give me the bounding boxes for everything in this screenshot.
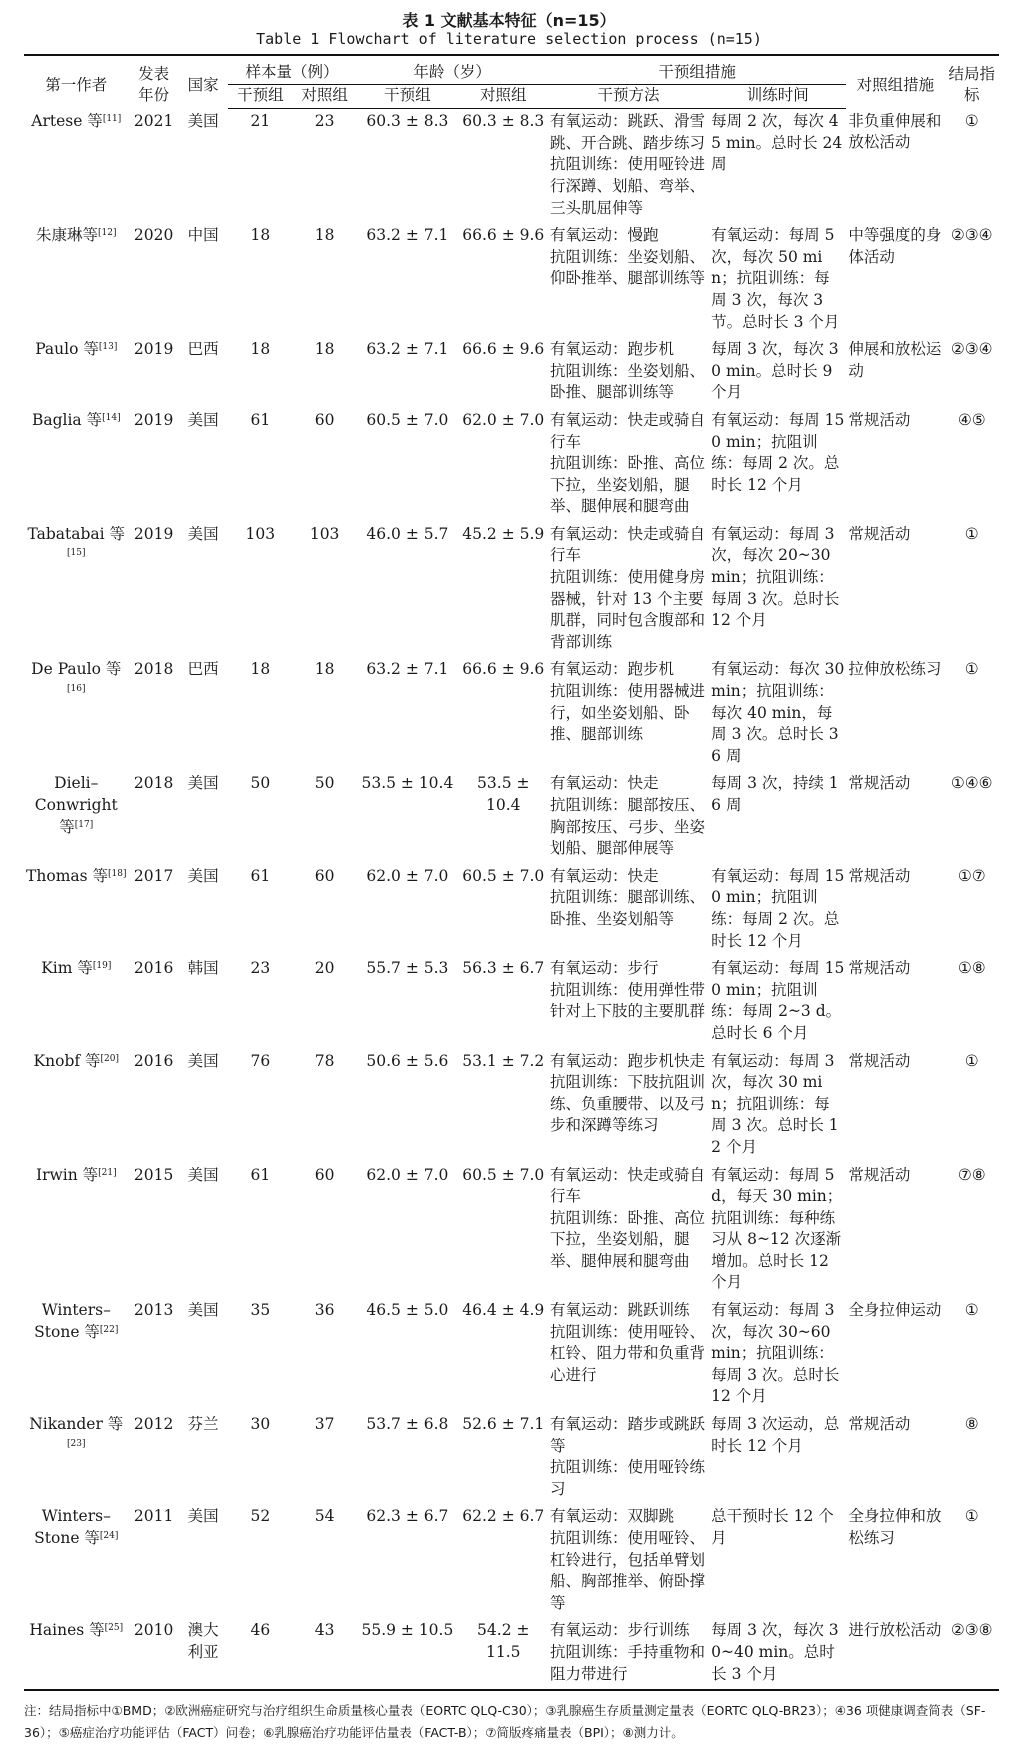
method-cell xyxy=(548,1618,709,1690)
age-int-cell: 60.5 ± 7.0 xyxy=(366,410,449,429)
author-cell xyxy=(24,1618,129,1690)
country-cell: 巴西 xyxy=(187,340,219,359)
method-line: 抗阻训练：使用弹性带针对上下肢的主要肌群 xyxy=(549,980,705,1021)
year-cell: 2017 xyxy=(133,866,174,885)
header-year: 发表年份 xyxy=(129,55,179,109)
method-line: 抗阻训练：腿部训练、卧推、坐姿划船等 xyxy=(549,888,705,928)
country-cell: 美国 xyxy=(187,774,219,793)
author-name: Winters–Stone 等 xyxy=(34,1507,111,1547)
age-ctrl-cell: 60.3 ± 8.3 xyxy=(462,112,545,131)
outcome-cell: ① xyxy=(964,1507,979,1526)
training-time-cell: 有氧运动：每周 150 min；抗阻训练：每周 2 次。总时长 12 个月 xyxy=(711,410,845,494)
author-cell xyxy=(24,864,129,956)
author-cell xyxy=(24,1163,129,1299)
outcome-cell: ②③④ xyxy=(950,226,993,245)
header-intervention: 干预组措施 xyxy=(548,55,846,84)
control-cell: 全身拉伸运动 xyxy=(848,1301,942,1320)
age-int-cell: 62.0 ± 7.0 xyxy=(366,866,449,885)
outcome-cell: ②③⑧ xyxy=(944,1618,999,1690)
method-line: 抗阻训练：卧推、高位下拉，坐姿划船，腿举、腿伸展和腿弯曲 xyxy=(549,454,705,516)
table-row xyxy=(24,1618,999,1690)
method-line: 有氧运动：快走或骑自行车 xyxy=(549,524,705,565)
method-line: 抗阻训练：腿部按压、胸部按压、弓步、坐姿划船、腿部伸展等 xyxy=(549,796,705,858)
outcome-cell: ① xyxy=(964,111,979,130)
control-cell: 常规活动 xyxy=(848,866,911,885)
reference-number: [15] xyxy=(67,548,86,559)
sample-ctrl-cell: 103 xyxy=(309,524,340,543)
author-cell xyxy=(24,337,129,408)
method-cell xyxy=(548,1412,709,1504)
table-row xyxy=(24,337,999,408)
author-name: Haines 等 xyxy=(29,1621,105,1640)
training-time-cell: 每周 2 次，每次 45 min。总时长 24 周 xyxy=(711,112,843,174)
author-name: Irwin 等 xyxy=(35,1165,99,1184)
author-name: Dieli–Conwright 等 xyxy=(34,774,118,836)
reference-number: [14] xyxy=(102,412,121,423)
sample-int-cell: 23 xyxy=(250,959,271,978)
outcome-cell: ①④⑥ xyxy=(950,774,993,793)
method-cell xyxy=(548,864,709,956)
author-name: Winters–Stone 等 xyxy=(34,1301,111,1341)
country-cell: 美国 xyxy=(187,111,219,130)
age-ctrl-cell: 53.5 ± 10.4 xyxy=(477,774,530,814)
method-line: 有氧运动：跑步机快走 xyxy=(549,1051,705,1070)
age-int-cell: 46.5 ± 5.0 xyxy=(366,1301,449,1320)
country-cell: 美国 xyxy=(187,1301,219,1320)
table-row xyxy=(24,1504,999,1618)
control-cell: 伸展和放松运动 xyxy=(848,340,942,380)
year-cell: 2016 xyxy=(133,959,174,978)
sample-ctrl-cell: 18 xyxy=(314,660,335,679)
sample-int-cell: 52 xyxy=(250,1507,271,1526)
table-row xyxy=(24,408,999,522)
year-cell: 2015 xyxy=(133,1165,174,1184)
outcome-cell: ① xyxy=(964,1051,979,1070)
training-time-cell: 每周 3 次，每次 30 min。总时长 9 个月 xyxy=(711,340,839,402)
method-cell xyxy=(548,1504,709,1618)
author-cell xyxy=(24,657,129,771)
outcome-cell: ① xyxy=(964,660,979,679)
training-time-cell: 有氧运动：每周 3 次，每次 30 min；抗阻训练：每周 3 次。总时长 12 个月 xyxy=(711,1051,839,1156)
age-ctrl-cell: 54.2 ± 11.5 xyxy=(459,1618,548,1690)
sample-ctrl-cell: 60 xyxy=(314,410,335,429)
reference-number: [24] xyxy=(99,1531,119,1541)
year-cell: 2020 xyxy=(133,226,174,245)
outcome-cell: ① xyxy=(964,1301,979,1320)
sample-int-cell: 18 xyxy=(250,660,271,679)
reference-number: [11] xyxy=(102,113,122,124)
training-time-cell: 有氧运动：每次 30 min；抗阻训练：每次 40 min，每周 3 次。总时长 36 周 xyxy=(711,660,845,765)
control-cell: 常规活动 xyxy=(848,410,911,429)
sample-int-cell: 35 xyxy=(250,1301,271,1320)
control-cell: 常规活动 xyxy=(848,959,911,978)
method-line: 抗阻训练：卧推、高位下拉，坐姿划船，腿举、腿伸展和腿弯曲 xyxy=(549,1208,705,1270)
method-line: 有氧运动：快走 xyxy=(549,774,659,793)
sample-int-cell: 61 xyxy=(250,410,271,429)
sample-ctrl-cell: 36 xyxy=(314,1301,335,1320)
reference-number: [20] xyxy=(100,1053,120,1064)
header-control: 对照组措施 xyxy=(846,55,944,109)
header-method: 干预方法 xyxy=(548,84,709,109)
age-int-cell: 55.9 ± 10.5 xyxy=(356,1618,458,1690)
author-cell xyxy=(24,408,129,522)
table-row xyxy=(24,1412,999,1504)
header-sample-ctrl: 对照组 xyxy=(293,84,356,109)
control-cell: 全身拉伸和放松练习 xyxy=(848,1507,942,1547)
year-cell: 2018 xyxy=(133,660,174,679)
header-author: 第一作者 xyxy=(24,55,129,109)
header-sample: 样本量（例） xyxy=(228,55,357,84)
reference-number: [22] xyxy=(99,1324,119,1335)
country-cell: 中国 xyxy=(187,226,219,245)
year-cell: 2010 xyxy=(129,1618,179,1690)
method-line: 有氧运动：慢跑 xyxy=(549,226,659,245)
sample-ctrl-cell: 60 xyxy=(314,1165,335,1184)
reference-number: [21] xyxy=(98,1167,117,1178)
reference-number: [18] xyxy=(108,868,127,879)
sample-ctrl-cell: 20 xyxy=(314,959,335,978)
method-line: 抗阻训练：使用哑铃进行深蹲、划船、弯举、三头肌屈伸等 xyxy=(549,155,705,217)
training-time-cell: 每周 3 次运动，总时长 12 个月 xyxy=(711,1415,840,1455)
header-age-ctrl: 对照组 xyxy=(459,84,548,109)
table-row xyxy=(24,1163,999,1299)
table-row xyxy=(24,771,999,863)
country-cell: 韩国 xyxy=(187,959,219,978)
author-name: De Paulo 等 xyxy=(31,660,122,679)
method-cell xyxy=(548,657,709,771)
author-name: Artese 等 xyxy=(31,111,103,130)
method-cell xyxy=(548,522,709,658)
control-cell: 非负重伸展和放松活动 xyxy=(848,111,942,152)
method-line: 有氧运动：跳跃训练 xyxy=(549,1301,690,1320)
method-line: 有氧运动：踏步或跳跃等 xyxy=(549,1415,705,1455)
reference-number: [12] xyxy=(98,228,117,239)
age-ctrl-cell: 62.2 ± 6.7 xyxy=(462,1507,545,1526)
age-ctrl-cell: 56.3 ± 6.7 xyxy=(462,959,545,978)
author-name: Paulo 等 xyxy=(35,340,99,359)
outcome-cell: ①⑦ xyxy=(957,866,986,885)
training-time-cell: 有氧运动：每周 5 次，每次 50 min；抗阻训练：每周 3 次，每次 3 节。总时长 3 个月 xyxy=(711,226,840,331)
header-outcome: 结局指标 xyxy=(944,55,999,109)
training-time-cell: 有氧运动：每周 3 次，每次 20~30 min；抗阻训练：每周 3 次。总时长 12 个月 xyxy=(711,524,840,630)
country-cell: 美国 xyxy=(187,1507,219,1526)
author-name: 朱康琳等 xyxy=(36,226,99,245)
table-row xyxy=(24,956,999,1048)
method-line: 有氧运动：快走 xyxy=(549,866,659,885)
table-row xyxy=(24,109,999,223)
method-cell xyxy=(548,337,709,408)
control-cell: 常规活动 xyxy=(848,1051,911,1070)
sample-ctrl-cell: 54 xyxy=(314,1507,335,1526)
control-cell: 常规活动 xyxy=(848,1415,911,1434)
author-cell xyxy=(24,771,129,863)
table-row xyxy=(24,1298,999,1412)
age-int-cell: 53.5 ± 10.4 xyxy=(361,774,454,793)
author-cell xyxy=(24,109,129,223)
author-name: Kim 等 xyxy=(41,959,93,978)
method-cell xyxy=(548,223,709,337)
sample-ctrl-cell: 18 xyxy=(314,226,335,245)
country-cell: 美国 xyxy=(187,410,219,429)
age-ctrl-cell: 66.6 ± 9.6 xyxy=(462,340,545,359)
country-cell: 巴西 xyxy=(187,660,219,679)
method-line: 抗阻训练：使用哑铃、杠铃、阻力带和负重背心进行 xyxy=(549,1322,705,1384)
method-line: 有氧运动：步行训练 xyxy=(549,1621,690,1640)
training-time-cell: 总干预时长 12 个月 xyxy=(711,1507,834,1547)
year-cell: 2013 xyxy=(133,1301,174,1320)
method-line: 有氧运动：双脚跳 xyxy=(549,1507,674,1526)
header-sample-int: 干预组 xyxy=(228,84,293,109)
age-int-cell: 63.2 ± 7.1 xyxy=(366,226,449,245)
control-cell: 拉伸放松练习 xyxy=(848,660,942,679)
method-line: 抗阻训练：手持重物和阻力带进行 xyxy=(549,1642,705,1683)
year-cell: 2018 xyxy=(133,774,174,793)
sample-int-cell: 103 xyxy=(245,524,276,543)
author-name: Tabatabai 等 xyxy=(27,524,126,543)
sample-int-cell: 30 xyxy=(250,1415,271,1434)
country-cell: 美国 xyxy=(187,524,219,543)
training-time-cell: 有氧运动：每周 5 d，每天 30 min；抗阻训练：每种练习从 8~12 次逐渐增加。总时长 12 个月 xyxy=(711,1165,843,1292)
sample-int-cell: 76 xyxy=(250,1051,271,1070)
outcome-cell: ⑦⑧ xyxy=(957,1165,986,1184)
table-row xyxy=(24,522,999,658)
author-name: Thomas 等 xyxy=(26,866,109,885)
sample-int-cell: 18 xyxy=(250,226,271,245)
year-cell: 2019 xyxy=(133,340,174,359)
reference-number: [16] xyxy=(67,684,86,695)
training-time-cell: 每周 3 次，每次 30~40 min。总时长 3 个月 xyxy=(709,1618,846,1690)
method-line: 抗阻训练：使用哑铃、杠铃进行，包括单臂划船、胸部推举、俯卧撑等 xyxy=(549,1529,705,1612)
table-row xyxy=(24,223,999,337)
age-ctrl-cell: 66.6 ± 9.6 xyxy=(462,660,545,679)
header-training-time: 训练时间 xyxy=(709,84,846,109)
age-int-cell: 60.3 ± 8.3 xyxy=(366,112,449,131)
literature-table xyxy=(24,54,999,1691)
method-cell xyxy=(548,771,709,863)
author-cell xyxy=(24,522,129,658)
reference-number: [23] xyxy=(67,1438,86,1449)
control-cell: 常规活动 xyxy=(848,1165,911,1184)
age-int-cell: 46.0 ± 5.7 xyxy=(366,524,449,543)
method-line: 抗阻训练：坐姿划船、仰卧推举、腿部训练等 xyxy=(549,247,705,288)
method-cell xyxy=(548,109,709,223)
outcome-cell: ①⑧ xyxy=(957,959,986,978)
control-cell: 进行放松活动 xyxy=(846,1618,944,1690)
method-line: 抗阻训练：使用哑铃练习 xyxy=(549,1458,705,1498)
training-time-cell: 有氧运动：每周 150 min；抗阻训练：每周 2~3 d。总时长 6 个月 xyxy=(711,959,845,1042)
outcome-cell: ① xyxy=(964,524,979,543)
sample-ctrl-cell: 43 xyxy=(293,1618,356,1690)
year-cell: 2021 xyxy=(133,111,174,130)
sample-ctrl-cell: 37 xyxy=(314,1415,335,1434)
age-ctrl-cell: 52.6 ± 7.1 xyxy=(462,1415,545,1434)
age-ctrl-cell: 60.5 ± 7.0 xyxy=(462,866,545,885)
method-line: 有氧运动：步行 xyxy=(549,959,659,978)
control-cell: 中等强度的身体活动 xyxy=(848,226,942,266)
reference-number: [17] xyxy=(74,819,94,830)
outcome-cell: ④⑤ xyxy=(957,410,986,429)
author-name: Nikander 等 xyxy=(29,1415,124,1434)
sample-int-cell: 18 xyxy=(250,340,271,359)
table-caption-en: Table 1 Flowchart of literature selection process (n=15) xyxy=(256,30,762,48)
table-note: 注：结局指标中①BMD；②欧洲癌症研究与治疗组织生命质量核心量表（EORTC QLQ-C30）；③乳腺癌生存质量测定量表（EORTC QLQ-BR23）；④36 项健康调查简表（SF-36）；⑤癌症治疗功能评估（FACT）问卷；⑥乳腺癌治疗功能评估量表（FACT-B）；⑦简版疼痛量表（BPI）；⑧测力计。 xyxy=(24,1703,986,1740)
author-cell xyxy=(24,1298,129,1412)
country-cell: 美国 xyxy=(187,1051,219,1070)
author-name: Knobf 等 xyxy=(33,1051,101,1070)
method-cell xyxy=(548,408,709,522)
country-cell: 美国 xyxy=(187,1165,219,1184)
header-age: 年龄（岁） xyxy=(356,55,548,84)
method-line: 有氧运动：跑步机 xyxy=(549,660,674,679)
age-int-cell: 53.7 ± 6.8 xyxy=(366,1415,449,1434)
training-time-cell: 有氧运动：每周 150 min；抗阻训练：每周 2 次。总时长 12 个月 xyxy=(711,866,845,950)
table-caption-zh: 表 1 文献基本特征（n=15） xyxy=(402,11,616,30)
header-country: 国家 xyxy=(179,55,228,109)
table-row xyxy=(24,1049,999,1163)
method-line: 有氧运动：跳跃、滑雪跳、开合跳、踏步练习 xyxy=(549,112,705,152)
training-time-cell: 每周 3 次，持续 16 周 xyxy=(711,774,839,814)
author-cell xyxy=(24,1412,129,1504)
method-line: 有氧运动：快走或骑自行车 xyxy=(549,410,705,451)
control-cell: 常规活动 xyxy=(848,524,911,543)
method-cell xyxy=(548,1298,709,1412)
age-int-cell: 55.7 ± 5.3 xyxy=(366,959,449,978)
sample-int-cell: 61 xyxy=(250,1165,271,1184)
age-int-cell: 63.2 ± 7.1 xyxy=(366,660,449,679)
age-int-cell: 63.2 ± 7.1 xyxy=(366,340,449,359)
sample-ctrl-cell: 50 xyxy=(314,774,335,793)
method-line: 抗阻训练：下肢抗阻训练、负重腰带、以及弓步和深蹲等练习 xyxy=(549,1073,705,1135)
header-age-int: 干预组 xyxy=(356,84,458,109)
sample-int-cell: 50 xyxy=(250,774,271,793)
method-line: 抗阻训练：使用器械进行，如坐姿划船、卧推、腿部训练 xyxy=(549,682,705,744)
method-cell xyxy=(548,1163,709,1299)
method-line: 抗阻训练：使用健身房器械，针对 13 个主要肌群，同时包含腹部和背部训练 xyxy=(549,568,705,651)
reference-number: [25] xyxy=(104,1623,124,1634)
author-cell xyxy=(24,1049,129,1163)
method-cell xyxy=(548,1049,709,1163)
author-cell xyxy=(24,956,129,1048)
sample-int-cell: 61 xyxy=(250,866,271,885)
reference-number: [13] xyxy=(98,342,118,353)
outcome-cell: ②③④ xyxy=(950,340,993,359)
sample-ctrl-cell: 78 xyxy=(314,1051,335,1070)
age-ctrl-cell: 60.5 ± 7.0 xyxy=(462,1165,545,1184)
year-cell: 2011 xyxy=(133,1507,174,1526)
table-row xyxy=(24,657,999,771)
table-row xyxy=(24,864,999,956)
age-int-cell: 62.3 ± 6.7 xyxy=(366,1507,449,1526)
control-cell: 常规活动 xyxy=(848,774,911,793)
author-name: Baglia 等 xyxy=(31,410,103,429)
year-cell: 2019 xyxy=(133,410,174,429)
age-ctrl-cell: 62.0 ± 7.0 xyxy=(462,410,545,429)
country-cell: 美国 xyxy=(187,866,219,885)
method-cell xyxy=(548,956,709,1048)
method-line: 有氧运动：快走或骑自行车 xyxy=(549,1165,705,1206)
sample-int-cell: 46 xyxy=(228,1618,293,1690)
sample-ctrl-cell: 60 xyxy=(314,866,335,885)
outcome-cell: ⑧ xyxy=(964,1415,979,1434)
age-int-cell: 62.0 ± 7.0 xyxy=(366,1165,449,1184)
table-body xyxy=(24,109,999,1690)
training-time-cell: 有氧运动：每周 3 次，每次 30~60 min；抗阻训练：每周 3 次。总时长 12 个月 xyxy=(711,1301,840,1406)
age-ctrl-cell: 53.1 ± 7.2 xyxy=(462,1051,545,1070)
year-cell: 2016 xyxy=(133,1051,174,1070)
country-cell: 芬兰 xyxy=(187,1415,219,1434)
year-cell: 2019 xyxy=(133,524,174,543)
sample-int-cell: 21 xyxy=(250,112,271,131)
method-line: 有氧运动：跑步机 xyxy=(549,340,674,359)
age-ctrl-cell: 46.4 ± 4.9 xyxy=(462,1301,545,1320)
sample-ctrl-cell: 23 xyxy=(314,112,335,131)
country-cell: 澳大利亚 xyxy=(179,1618,228,1690)
age-int-cell: 50.6 ± 5.6 xyxy=(366,1051,449,1070)
age-ctrl-cell: 45.2 ± 5.9 xyxy=(462,524,545,543)
author-cell xyxy=(24,1504,129,1618)
method-line: 抗阻训练：坐姿划船、卧推、腿部训练等 xyxy=(549,361,705,402)
year-cell: 2012 xyxy=(133,1415,174,1434)
age-ctrl-cell: 66.6 ± 9.6 xyxy=(462,226,545,245)
author-cell xyxy=(24,223,129,337)
reference-number: [19] xyxy=(92,961,112,972)
sample-ctrl-cell: 18 xyxy=(314,340,335,359)
